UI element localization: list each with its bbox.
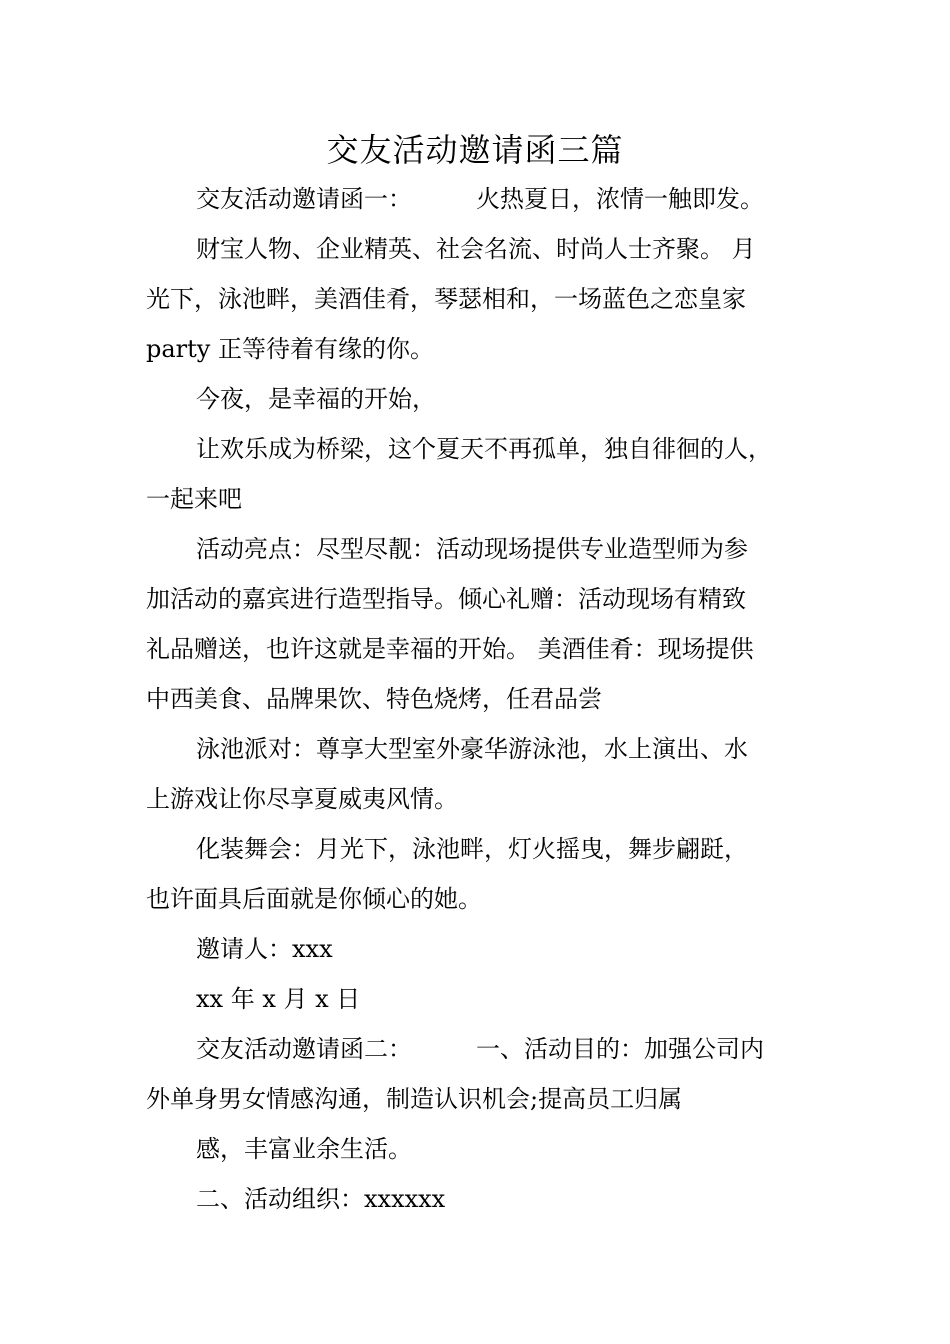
paragraph-line: 让欢乐成为桥梁，这个夏天不再孤单，独自徘徊的人，: [196, 435, 772, 463]
document-body: [146, 174, 826, 1224]
section-label: 交友活动邀请函二：: [196, 1035, 412, 1063]
paragraph-line: 感，丰富业余生活。: [196, 1135, 412, 1163]
paragraph-line: 活动亮点：尽型尽靓：活动现场提供专业造型师为参: [196, 535, 748, 563]
inviter-line: 邀请人：xxx: [196, 935, 333, 963]
paragraph-line: 一起来吧: [146, 485, 242, 513]
paragraph: [146, 924, 826, 974]
paragraph-line: 上游戏让你尽享夏威夷风情。: [146, 785, 458, 813]
paragraph-line: party 正等待着有缘的你。: [146, 335, 434, 363]
paragraph: [146, 174, 826, 224]
paragraph-line: [146, 1024, 826, 1074]
paragraph-line: 今夜，是幸福的开始，: [196, 385, 436, 413]
paragraph: [146, 224, 826, 374]
paragraph: [146, 824, 826, 924]
paragraph-line: [146, 174, 826, 224]
section-text: 一、活动目的：加强公司内: [476, 1035, 764, 1063]
paragraph-line: 二、活动组织：xxxxxx: [196, 1185, 446, 1213]
paragraph: [146, 724, 826, 824]
paragraph: [146, 1024, 826, 1124]
paragraph: [146, 374, 826, 424]
paragraph: [146, 1174, 826, 1224]
paragraph-line: 财宝人物、企业精英、社会名流、时尚人士齐聚。 月: [196, 235, 756, 263]
document-title: 交友活动邀请函三篇: [326, 131, 624, 169]
paragraph-line: 光下，泳池畔，美酒佳肴，琴瑟相和，一场蓝色之恋皇家: [146, 285, 746, 313]
date-line: xx 年 x 月 x 日: [196, 985, 361, 1013]
paragraph: [146, 974, 826, 1024]
paragraph: [146, 524, 826, 724]
paragraph-line: 泳池派对：尊享大型室外豪华游泳池，水上演出、水: [196, 735, 748, 763]
paragraph-line: 化装舞会：月光下，泳池畔，灯火摇曳，舞步翩跹，: [196, 835, 748, 863]
paragraph: [146, 1124, 826, 1174]
paragraph: [146, 424, 826, 524]
paragraph-line: 礼品赠送，也许这就是幸福的开始。 美酒佳肴：现场提供: [146, 635, 754, 663]
section-label: 交友活动邀请函一：: [196, 185, 412, 213]
section-text: 火热夏日，浓情一触即发。: [476, 185, 764, 213]
paragraph-line: 中西美食、品牌果饮、特色烧烤，任君品尝: [146, 685, 602, 713]
paragraph-line: 也许面具后面就是你倾心的她。: [146, 885, 482, 913]
paragraph-line: 加活动的嘉宾进行造型指导。倾心礼赠：活动现场有精致: [146, 585, 746, 613]
paragraph-line: 外单身男女情感沟通，制造认识机会;提高员工归属: [146, 1085, 683, 1113]
